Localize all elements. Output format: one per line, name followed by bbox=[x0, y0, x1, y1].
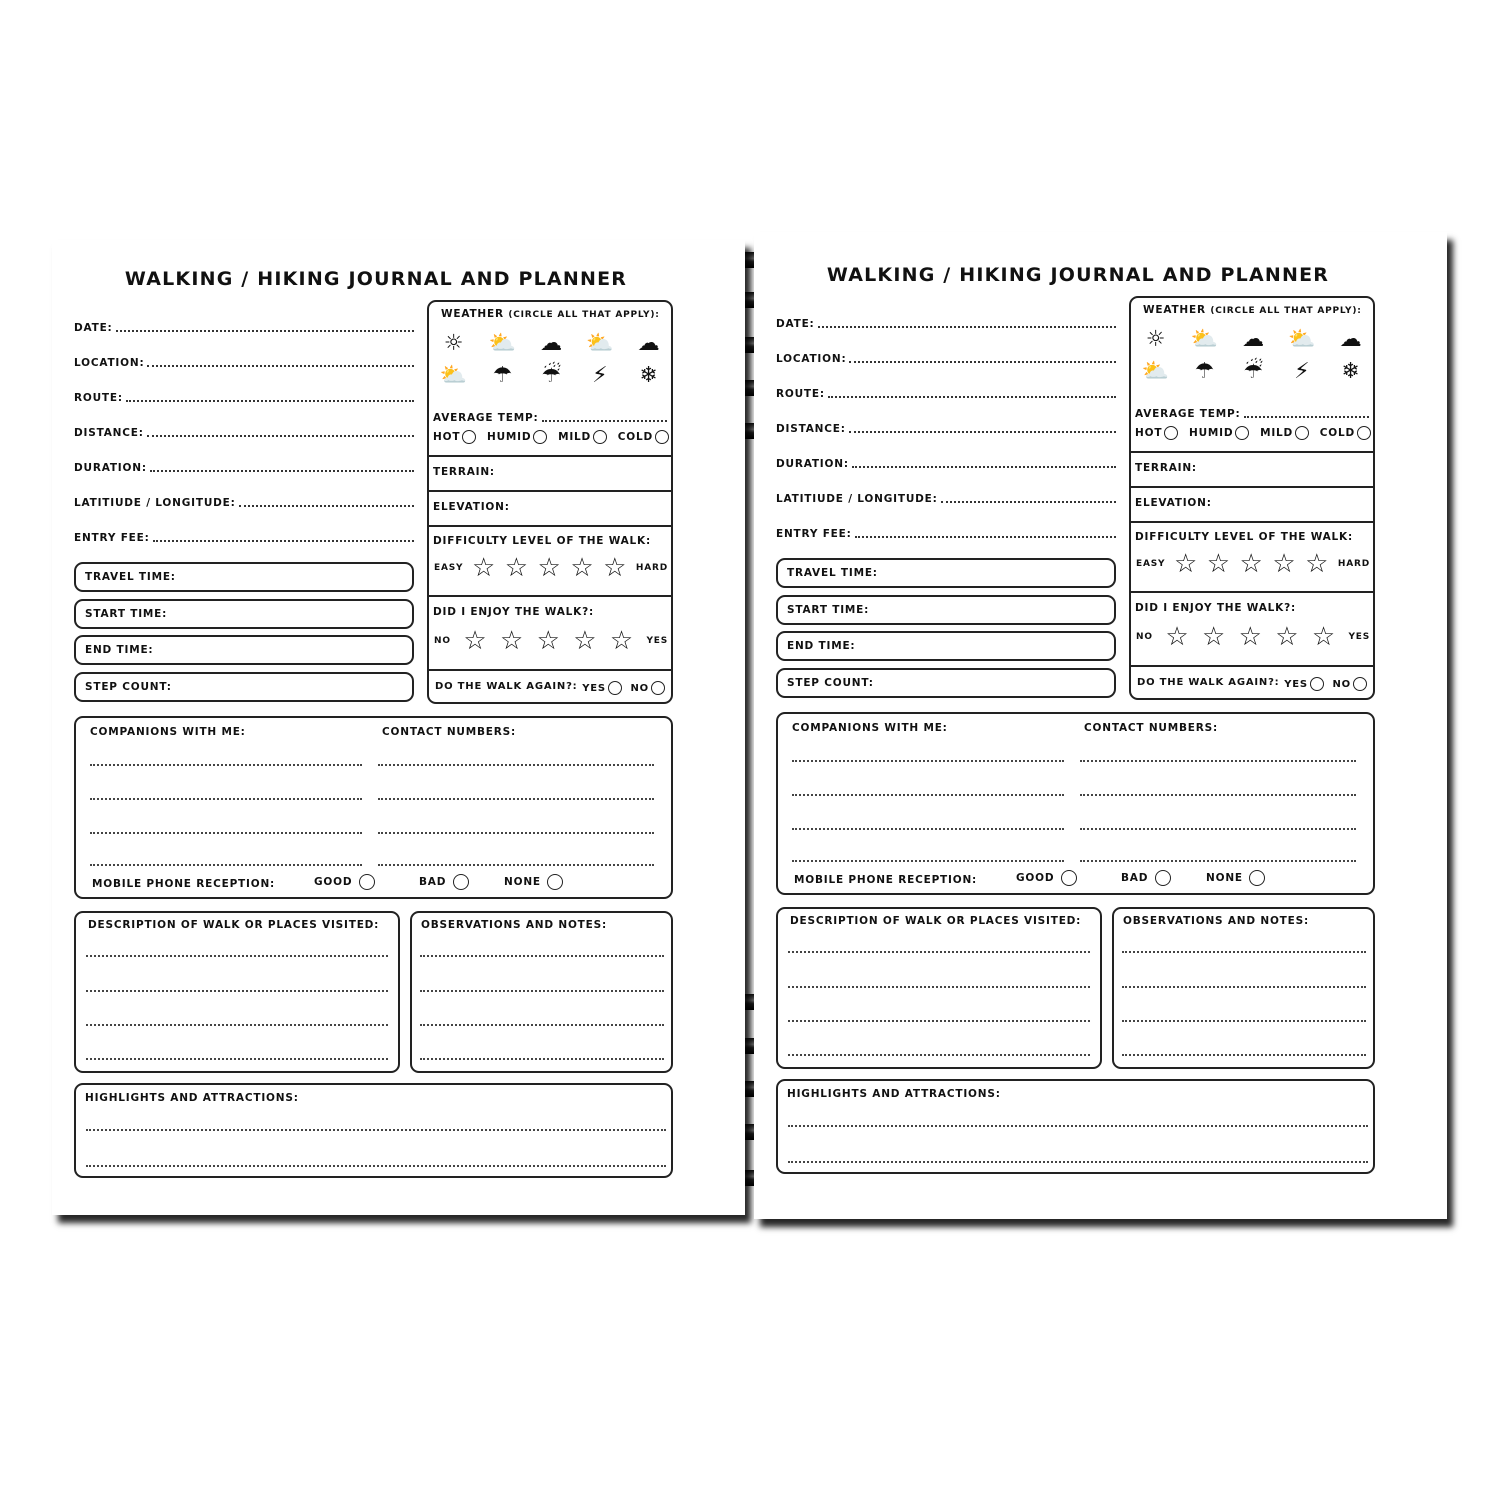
companions-box: COMPANIONS WITH ME: CONTACT NUMBERS: MOBILE PHONE RECEPTION: GOOD BAD NONE bbox=[74, 716, 673, 899]
elevation-section[interactable]: ELEVATION: bbox=[1131, 486, 1373, 521]
star-icon[interactable]: ☆ bbox=[1305, 549, 1330, 579]
terrain-section[interactable]: TERRAIN: bbox=[1131, 451, 1373, 486]
page-title: WALKING / HIKING JOURNAL AND PLANNER bbox=[826, 264, 1330, 286]
temp-option-hot[interactable]: HOT bbox=[1135, 426, 1178, 440]
cloud-snow-icon[interactable]: ❄ bbox=[1341, 359, 1361, 384]
duration-field[interactable]: DURATION: bbox=[776, 458, 1116, 470]
reception-none[interactable]: NONE bbox=[1206, 870, 1265, 886]
companion-line[interactable] bbox=[90, 864, 362, 866]
observations-box[interactable]: OBSERVATIONS AND NOTES: bbox=[410, 911, 673, 1073]
reception-good[interactable]: GOOD bbox=[1016, 870, 1077, 886]
star-icon[interactable]: ☆ bbox=[537, 553, 562, 583]
cloud-lightning-icon[interactable]: ⚡ bbox=[1294, 359, 1311, 384]
cloud-icon[interactable]: ☁ bbox=[540, 331, 563, 356]
conditions-panel bbox=[427, 300, 673, 704]
star-icon[interactable]: ☆ bbox=[471, 553, 497, 583]
star-icon[interactable]: ☆ bbox=[1201, 622, 1227, 652]
walk-again-section: DO THE WALK AGAIN?: YES NO bbox=[429, 669, 671, 704]
enjoy-rating[interactable]: NO ☆ ☆ ☆ ☆ ☆ YES bbox=[434, 626, 668, 656]
star-icon[interactable]: ☆ bbox=[499, 626, 525, 656]
contact-line[interactable] bbox=[1080, 828, 1356, 830]
difficulty-section: DIFFICULTY LEVEL OF THE WALK: EASY ☆ ☆ ☆ ☆ ☆ HARD bbox=[1131, 521, 1373, 591]
cloud-wind-icon[interactable]: ☁ bbox=[637, 331, 661, 356]
weather-icons-row bbox=[1141, 360, 1366, 384]
entry-fee-field[interactable]: ENTRY FEE: bbox=[74, 532, 414, 544]
weather-heading: WEATHER (CIRCLE ALL THAT APPLY): bbox=[1143, 304, 1362, 316]
highlights-box[interactable]: HIGHLIGHTS AND ATTRACTIONS: bbox=[776, 1079, 1375, 1174]
date-field[interactable]: DATE: bbox=[74, 322, 414, 334]
reception-bad[interactable]: BAD bbox=[1121, 870, 1171, 886]
sun-cloud-wind-icon[interactable]: ⛅ bbox=[586, 331, 615, 356]
contact-line[interactable] bbox=[378, 864, 654, 866]
companion-line[interactable] bbox=[792, 794, 1064, 796]
difficulty-section: DIFFICULTY LEVEL OF THE WALK: EASY ☆ ☆ ☆ ☆ ☆ HARD bbox=[429, 525, 671, 595]
contact-line[interactable] bbox=[1080, 794, 1356, 796]
partly-cloudy-icon[interactable]: ⛅ bbox=[488, 331, 517, 356]
temp-options bbox=[433, 430, 669, 444]
contact-line[interactable] bbox=[378, 764, 654, 766]
cloud-wind-icon[interactable]: ☁ bbox=[1339, 327, 1363, 352]
star-icon[interactable]: ☆ bbox=[536, 626, 561, 656]
step-count-box[interactable]: STEP COUNT: bbox=[74, 672, 414, 702]
star-icon[interactable]: ☆ bbox=[1238, 622, 1263, 652]
cloud-drizzle-icon[interactable]: ☂ bbox=[1194, 359, 1216, 384]
enjoy-rating[interactable]: NO ☆ ☆ ☆ ☆ ☆ YES bbox=[1136, 622, 1370, 652]
star-icon[interactable]: ☆ bbox=[1165, 622, 1190, 652]
sun-cloud-rain-icon[interactable]: ⛅ bbox=[1141, 359, 1171, 384]
temp-option-mild[interactable]: MILD bbox=[558, 430, 607, 444]
lat-long-field[interactable]: LATITIUDE / LONGITUDE: bbox=[776, 493, 1116, 505]
star-icon[interactable]: ☆ bbox=[609, 626, 634, 656]
reception-none[interactable]: NONE bbox=[504, 874, 563, 890]
location-field[interactable]: LOCATION: bbox=[74, 357, 414, 369]
sun-icon[interactable]: ☼ bbox=[443, 331, 465, 356]
temp-option-humid[interactable]: HUMID bbox=[1189, 426, 1249, 440]
average-temp-field[interactable]: AVERAGE TEMP: bbox=[1135, 408, 1369, 420]
companion-line[interactable] bbox=[90, 798, 362, 800]
cloud-drizzle-icon[interactable]: ☂ bbox=[492, 363, 514, 388]
elevation-section[interactable]: ELEVATION: bbox=[429, 490, 671, 525]
journal-page-left bbox=[52, 240, 745, 1215]
highlights-box[interactable]: HIGHLIGHTS AND ATTRACTIONS: bbox=[74, 1083, 673, 1178]
step-count-box[interactable]: STEP COUNT: bbox=[776, 668, 1116, 698]
star-icon[interactable]: ☆ bbox=[504, 553, 529, 583]
weather-icons-row bbox=[1141, 328, 1366, 352]
conditions-panel bbox=[1129, 296, 1375, 700]
walk-again-no[interactable]: NO bbox=[631, 683, 665, 694]
difficulty-rating[interactable]: EASY ☆ ☆ ☆ ☆ ☆ HARD bbox=[434, 553, 668, 583]
star-icon[interactable]: ☆ bbox=[570, 553, 595, 583]
cloud-icon[interactable]: ☁ bbox=[1242, 327, 1265, 352]
star-icon[interactable]: ☆ bbox=[1173, 549, 1199, 579]
star-icon[interactable]: ☆ bbox=[573, 626, 598, 656]
distance-field[interactable]: DISTANCE: bbox=[74, 427, 414, 439]
sun-icon[interactable]: ☼ bbox=[1145, 327, 1167, 352]
contact-line[interactable] bbox=[378, 832, 654, 834]
cloud-lightning-icon[interactable]: ⚡ bbox=[592, 363, 609, 388]
companion-line[interactable] bbox=[90, 832, 362, 834]
sun-cloud-wind-icon[interactable]: ⛅ bbox=[1288, 327, 1317, 352]
temp-option-mild[interactable]: MILD bbox=[1260, 426, 1309, 440]
lat-long-field[interactable]: LATITIUDE / LONGITUDE: bbox=[74, 497, 414, 509]
enjoy-section: DID I ENJOY THE WALK?: NO ☆ ☆ ☆ ☆ ☆ YES bbox=[429, 595, 671, 669]
weather-icons-row bbox=[439, 364, 664, 388]
contact-line[interactable] bbox=[1080, 760, 1356, 762]
companion-line[interactable] bbox=[90, 764, 362, 766]
end-time-box[interactable]: END TIME: bbox=[74, 635, 414, 665]
walk-again-yes[interactable]: YES bbox=[1284, 679, 1324, 690]
temp-option-cold[interactable]: COLD bbox=[1320, 426, 1371, 440]
page-title: WALKING / HIKING JOURNAL AND PLANNER bbox=[124, 268, 628, 290]
star-icon[interactable]: ☆ bbox=[463, 626, 488, 656]
enjoy-section: DID I ENJOY THE WALK?: NO ☆ ☆ ☆ ☆ ☆ YES bbox=[1131, 591, 1373, 665]
description-box[interactable]: DESCRIPTION OF WALK OR PLACES VISITED: bbox=[74, 911, 400, 1073]
entry-fee-field[interactable]: ENTRY FEE: bbox=[776, 528, 1116, 540]
star-icon[interactable]: ☆ bbox=[1275, 622, 1300, 652]
journal-page-right bbox=[754, 232, 1447, 1219]
travel-time-box[interactable]: TRAVEL TIME: bbox=[74, 562, 414, 592]
difficulty-rating[interactable]: EASY ☆ ☆ ☆ ☆ ☆ HARD bbox=[1136, 549, 1370, 579]
duration-field[interactable]: DURATION: bbox=[74, 462, 414, 474]
contact-line[interactable] bbox=[1080, 860, 1356, 862]
date-field[interactable]: DATE: bbox=[776, 318, 1116, 330]
partly-cloudy-icon[interactable]: ⛅ bbox=[1190, 327, 1219, 352]
route-field[interactable]: ROUTE: bbox=[74, 392, 414, 404]
distance-field[interactable]: DISTANCE: bbox=[776, 423, 1116, 435]
average-temp-field[interactable]: AVERAGE TEMP: bbox=[433, 412, 667, 424]
start-time-box[interactable]: START TIME: bbox=[74, 599, 414, 629]
temp-option-humid[interactable]: HUMID bbox=[487, 430, 547, 444]
cloud-snow-icon[interactable]: ❄ bbox=[639, 363, 659, 388]
observations-box[interactable]: OBSERVATIONS AND NOTES: bbox=[1112, 907, 1375, 1069]
walk-again-no[interactable]: NO bbox=[1333, 679, 1367, 690]
temp-options bbox=[1135, 426, 1371, 440]
weather-heading: WEATHER (CIRCLE ALL THAT APPLY): bbox=[441, 308, 660, 320]
star-icon[interactable]: ☆ bbox=[603, 553, 628, 583]
weather-icons-row bbox=[439, 332, 664, 356]
terrain-section[interactable]: TERRAIN: bbox=[429, 455, 671, 490]
star-icon[interactable]: ☆ bbox=[1239, 549, 1264, 579]
walk-again-section: DO THE WALK AGAIN?: YES NO bbox=[1131, 665, 1373, 700]
temp-option-cold[interactable]: COLD bbox=[618, 430, 669, 444]
route-field[interactable]: ROUTE: bbox=[776, 388, 1116, 400]
temp-option-hot[interactable]: HOT bbox=[433, 430, 476, 444]
travel-time-box[interactable]: TRAVEL TIME: bbox=[776, 558, 1116, 588]
end-time-box[interactable]: END TIME: bbox=[776, 631, 1116, 661]
companion-line[interactable] bbox=[792, 860, 1064, 862]
sun-cloud-rain-icon[interactable]: ⛅ bbox=[439, 363, 469, 388]
description-box[interactable]: DESCRIPTION OF WALK OR PLACES VISITED: bbox=[776, 907, 1102, 1069]
companions-box: COMPANIONS WITH ME: CONTACT NUMBERS: MOBILE PHONE RECEPTION: GOOD BAD NONE bbox=[776, 712, 1375, 895]
contact-line[interactable] bbox=[378, 798, 654, 800]
star-icon[interactable]: ☆ bbox=[1272, 549, 1297, 579]
star-icon[interactable]: ☆ bbox=[1206, 549, 1231, 579]
location-field[interactable]: LOCATION: bbox=[776, 353, 1116, 365]
companion-line[interactable] bbox=[792, 760, 1064, 762]
reception-good[interactable]: GOOD bbox=[314, 874, 375, 890]
star-icon[interactable]: ☆ bbox=[1311, 622, 1336, 652]
cloud-heavy-rain-icon[interactable]: ☔ bbox=[541, 363, 562, 388]
cloud-heavy-rain-icon[interactable]: ☔ bbox=[1243, 359, 1264, 384]
start-time-box[interactable]: START TIME: bbox=[776, 595, 1116, 625]
walk-again-yes[interactable]: YES bbox=[582, 683, 622, 694]
reception-bad[interactable]: BAD bbox=[419, 874, 469, 890]
companion-line[interactable] bbox=[792, 828, 1064, 830]
